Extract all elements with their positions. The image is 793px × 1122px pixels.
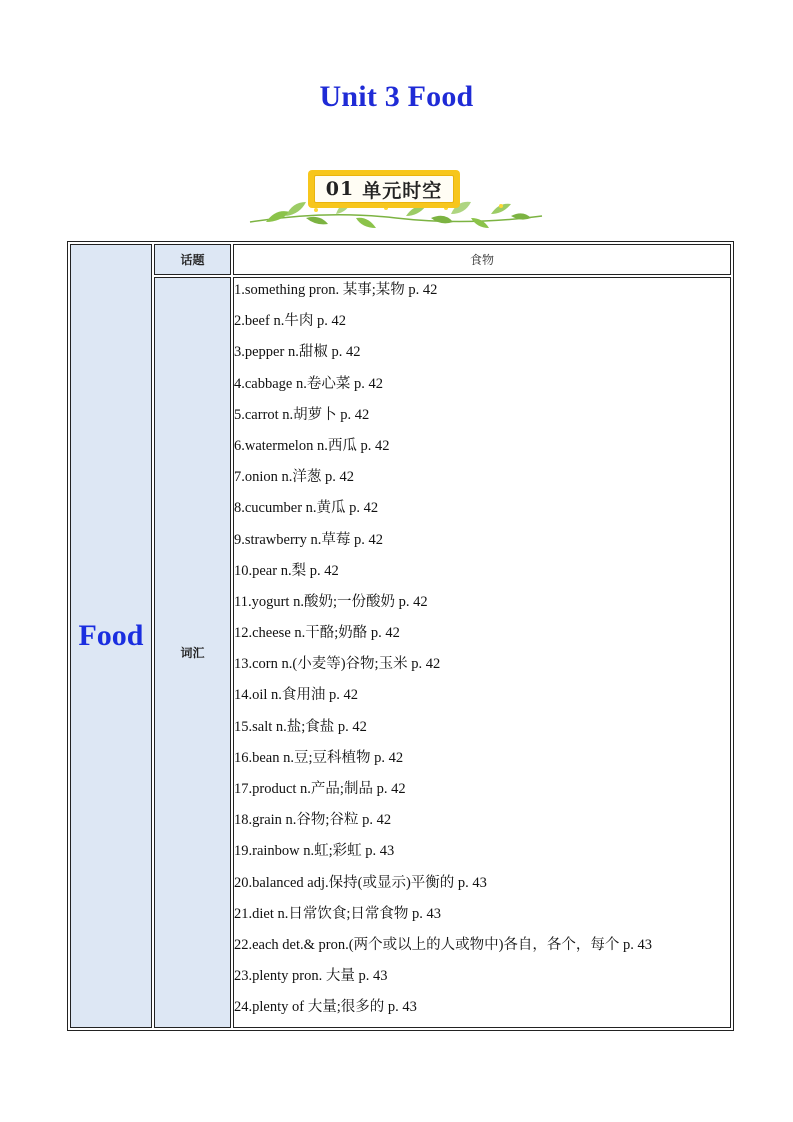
vocab-item: 4.cabbage n.卷心菜 p. 42	[234, 375, 383, 392]
vocab-item: 14.oil n.食用油 p. 42	[234, 687, 359, 704]
vocab-item: 11.yogurt n.酸奶;一份酸奶 p. 42	[234, 593, 428, 610]
vocab-list-cell	[233, 277, 731, 1028]
vocab-row	[70, 277, 731, 1028]
vocab-item: 15.salt n.盐;食盐 p. 42	[234, 718, 367, 735]
vocab-item: 5.carrot n.胡萝卜 p. 42	[234, 406, 370, 423]
vocab-item: 20.balanced adj.保持(或显示)平衡的 p. 43	[234, 874, 487, 891]
topic-row	[70, 244, 731, 275]
vocab-item: 8.cucumber n.黄瓜 p. 42	[234, 500, 379, 517]
vocab-item: 23.plenty pron. 大量 p. 43	[234, 968, 388, 985]
unit-label: Food	[78, 618, 144, 652]
vocab-label: 词汇	[180, 645, 205, 660]
section-badge	[308, 170, 460, 208]
vocab-item: 7.onion n.洋葱 p. 42	[234, 469, 355, 486]
topic-label: 话题	[180, 253, 205, 267]
vocab-item: 1.something pron. 某事;某物 p. 42	[234, 282, 438, 298]
page-title: Unit 3 Food	[319, 80, 474, 113]
vocab-item: 17.product n.产品;制品 p. 42	[234, 781, 406, 797]
topic-value: 食物	[469, 253, 494, 267]
section-badge-inner	[314, 175, 454, 203]
section-number: 01	[325, 178, 355, 200]
unit-label-cell	[70, 244, 152, 1028]
vocab-list	[234, 278, 730, 1027]
vocab-item: 9.strawberry n.草莓 p. 42	[234, 531, 384, 548]
vocab-item: 3.pepper n.甜椒 p. 42	[234, 344, 361, 361]
vocab-item: 18.grain n.谷物;谷粒 p. 42	[234, 812, 392, 829]
topic-value-cell	[233, 244, 731, 275]
section-banner	[246, 166, 546, 240]
vocab-item: 21.diet n.日常饮食;日常食物 p. 43	[234, 905, 442, 922]
unit-table	[67, 241, 734, 1031]
vocab-item: 13.corn n.(小麦等)谷物;玉米 p. 42	[234, 656, 441, 673]
vocab-item: 19.rainbow n.虹;彩虹 p. 43	[234, 843, 395, 860]
vocab-item: 16.bean n.豆;豆科植物 p. 42	[234, 749, 404, 766]
vocab-item: 6.watermelon n.西瓜 p. 42	[234, 437, 390, 454]
vocab-item: 24.plenty of 大量;很多的 p. 43	[234, 999, 417, 1016]
vocab-label-cell	[154, 277, 231, 1028]
vocab-item: 2.beef n.牛肉 p. 42	[234, 313, 346, 330]
topic-label-cell	[154, 244, 231, 275]
vocab-item: 22.each det.& pron.(两个或以上的人或物中)各自，各个，每个 p. 43	[234, 936, 653, 953]
vocab-item: 10.pear n.梨 p. 42	[234, 562, 339, 579]
section-heading: 单元时空	[362, 179, 443, 202]
vocab-item: 12.cheese n.干酪;奶酪 p. 42	[234, 625, 400, 642]
